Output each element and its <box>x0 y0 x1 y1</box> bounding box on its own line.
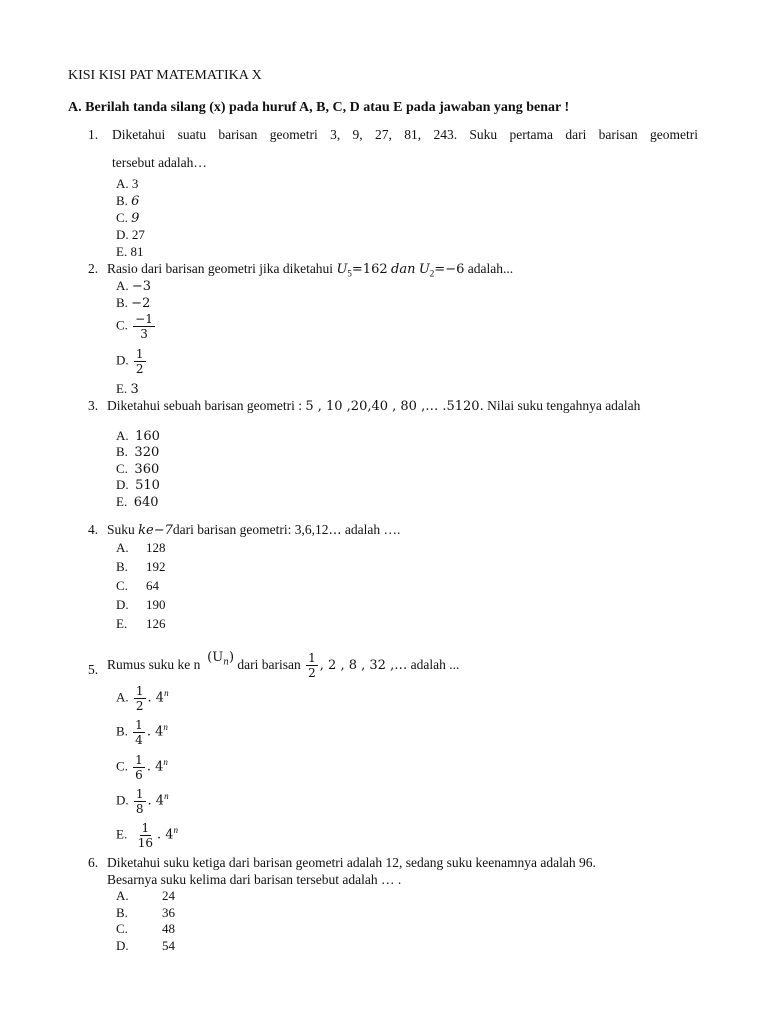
fraction: $\frac{1}{6}$ <box>135 753 143 782</box>
q3-option-e[interactable]: E. 640 <box>116 494 159 510</box>
q3-question: Diketahui sebuah barisan geometri : 5 , 10 ,20,40 , 80 ,… .5120. Nilai suku tengahnya adalah <box>107 398 641 414</box>
q6-text-line2: Besarnya suku kelima dari barisan tersebut adalah … . <box>107 872 402 887</box>
q2-option-b[interactable]: B. −2 <box>116 295 151 311</box>
q5-option-a[interactable]: A. $\frac{1}{2}$ . 4$^n$ <box>116 684 169 713</box>
q6-option-d[interactable]: D. 54 <box>116 938 175 953</box>
q2-option-d[interactable]: D. $\frac{1}{2}$ <box>116 347 144 376</box>
q5-option-b[interactable]: B. $\frac{1}{4}$ . 4$^n$ <box>116 718 168 747</box>
document-title: KISI KISI PAT MATEMATIKA X <box>68 68 262 83</box>
q6-text-line1: Diketahui suku ketiga dari barisan geometri adalah 12, sedang suku keenamnya adalah 96. <box>107 855 596 870</box>
q2-option-e[interactable]: E. 3 <box>116 381 139 397</box>
q6-option-a[interactable]: A. 24 <box>116 888 175 903</box>
q4-option-c[interactable]: C. 64 <box>116 578 159 593</box>
q3-number: 3. <box>88 398 99 413</box>
q1-option-d[interactable]: D. 27 <box>116 227 145 242</box>
q1-option-b[interactable]: B. 6 <box>116 193 140 209</box>
q5-question: Rumus suku ke n $(U_n)$ dari barisan $\frac{1}{2}$ , 2 , 8 , 32 ,… adalah ... <box>107 650 460 680</box>
q1-text-line2: tersebut adalah… <box>112 155 207 170</box>
q1-option-c[interactable]: C. 9 <box>116 210 140 226</box>
q1-number: 1. <box>88 127 99 142</box>
q2-number: 2. <box>88 261 99 276</box>
q6-number: 6. <box>88 855 99 870</box>
q5-number: 5. <box>88 662 99 677</box>
q4-option-e[interactable]: E. 126 <box>116 616 166 631</box>
fraction: $\frac{-1}{3}$ <box>135 312 153 341</box>
q1-option-a[interactable]: A. 3 <box>116 176 139 191</box>
q4-option-a[interactable]: A. 128 <box>116 540 166 555</box>
q2-option-a[interactable]: A. −3 <box>116 278 152 294</box>
fraction: $\frac{1}{2}$ <box>135 684 144 713</box>
q6-option-b[interactable]: B. 36 <box>116 905 175 920</box>
fraction: $\frac{1}{2}$ <box>308 650 316 680</box>
fraction: $\frac{1}{2}$ <box>135 347 144 376</box>
q4-option-b[interactable]: B. 192 <box>116 559 166 574</box>
q5-option-c[interactable]: C. $\frac{1}{6}$ . 4$^n$ <box>116 753 168 782</box>
q3-option-b[interactable]: B. 320 <box>116 444 160 460</box>
section-instruction: A. Berilah tanda silang (x) pada huruf A, B, C, D atau E pada jawaban yang benar ! <box>68 100 570 115</box>
q4-option-d[interactable]: D. 190 <box>116 597 166 612</box>
q5-option-d[interactable]: D. $\frac{1}{8}$ . 4$^n$ <box>116 787 169 816</box>
q4-number: 4. <box>88 522 99 537</box>
fraction: $\frac{1}{8}$ <box>135 787 144 816</box>
q3-option-a[interactable]: A. 160 <box>116 428 160 444</box>
q5-option-e[interactable]: E. $\frac{1}{16}$ . 4$^n$ <box>116 821 179 850</box>
q1-option-e[interactable]: E. 81 <box>116 244 144 259</box>
fraction: $\frac{1}{4}$ <box>135 718 143 747</box>
fraction: $\frac{1}{16}$ <box>137 821 153 850</box>
q1-text-line1: Diketahui suatu barisan geometri 3, 9, 27, 81, 243. Suku pertama dari barisan geometri <box>112 127 698 142</box>
q2-question: Rasio dari barisan geometri jika diketahui $U_5=162$ dan $U_2=-6$ adalah... <box>107 261 514 279</box>
q3-option-c[interactable]: C. 360 <box>116 461 160 477</box>
q3-option-d[interactable]: D. 510 <box>116 477 160 493</box>
q2-option-c[interactable]: C. $\frac{-1}{3}$ <box>116 312 153 341</box>
q6-option-c[interactable]: C. 48 <box>116 921 175 936</box>
q4-question: Suku ke−7dari barisan geometri: 3,6,12… adalah …. <box>107 522 401 538</box>
